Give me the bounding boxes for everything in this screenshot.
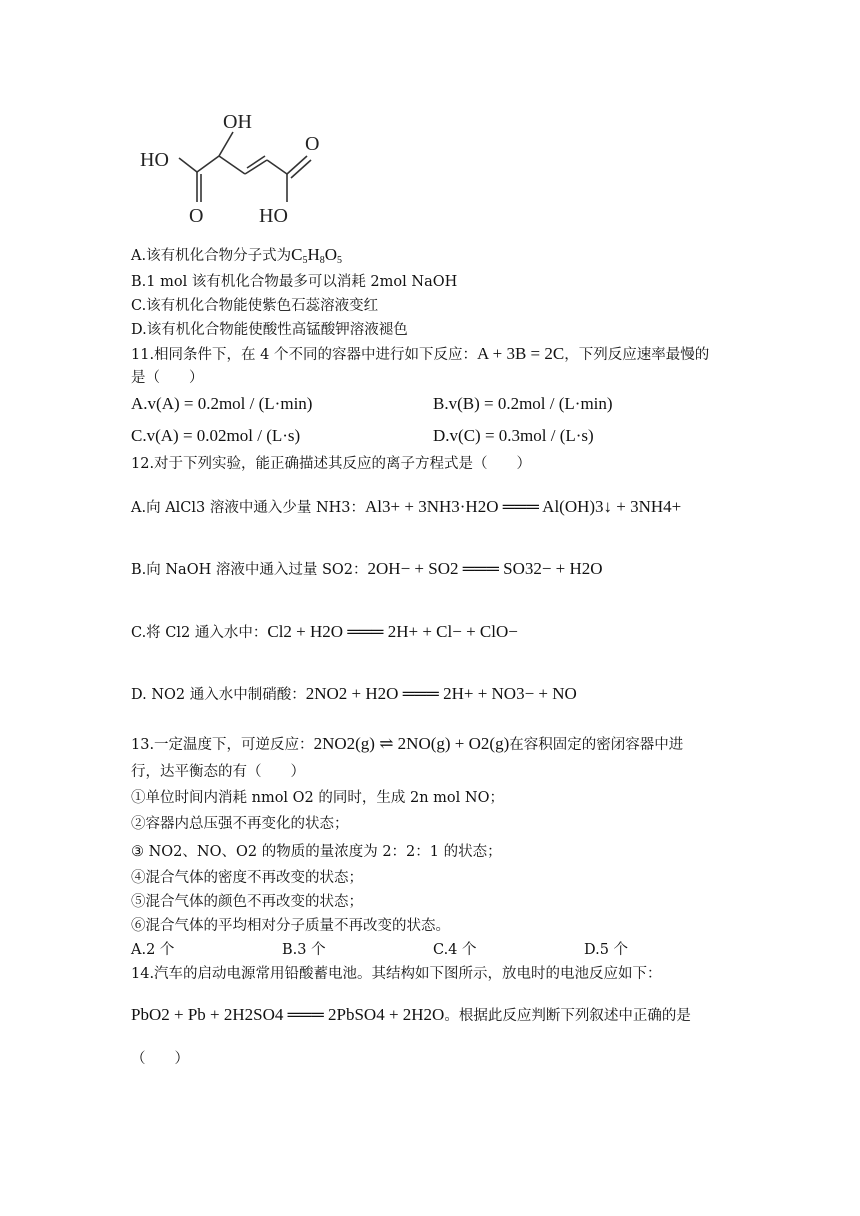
q14-stem-line2: PbO2 + Pb + 2H2SO4 ═══ 2PbSO4 + 2H2O。根据此反应判断下列叙述中正确的是 <box>131 1005 691 1024</box>
q13-option-b: B.3 个 <box>282 942 326 958</box>
q13-option-c: C.4 个 <box>433 942 477 958</box>
q13-item-3: ③ NO2、NO、O2 的物质的量浓度为 2：2：1 的状态； <box>131 844 502 860</box>
q13-option-a: A.2 个 <box>131 942 175 958</box>
structural-formula-diagram <box>135 100 345 230</box>
q13-item-1: ①单位时间内消耗 nmol O2 的同时，生成 2n mol NO； <box>131 790 504 806</box>
ho-right-label: HO <box>259 205 288 227</box>
q11-option-a: A.v(A) = 0.2mol / (L·min) <box>131 394 313 413</box>
q13-item-6: ⑥混合气体的平均相对分子质量不再改变的状态。 <box>131 918 450 934</box>
q11-option-b: B.v(B) = 0.2mol / (L·min) <box>433 394 613 413</box>
q13-item-4: ④混合气体的密度不再改变的状态； <box>131 870 363 886</box>
q11-stem-line2: 是（ ） <box>131 370 204 386</box>
q13-item-2: ②容器内总压强不再变化的状态； <box>131 816 349 832</box>
o-right-label: O <box>305 133 320 155</box>
q14-stem-line1: 14.汽车的启动电源常用铅酸蓄电池。其结构如下图所示，放电时的电池反应如下： <box>131 966 662 982</box>
q11-option-d: D.v(C) = 0.3mol / (L·s) <box>433 426 594 445</box>
q12-option-b: B.向 NaOH 溶液中通入过量 SO2：2OH− + SO2 ═══ SO32− + H2O <box>131 559 603 578</box>
q13-stem-line2: 行，达平衡态的有（ ） <box>131 764 305 780</box>
q10-option-a: A.该有机化合物分子式为$C_5H_8O_5$ <box>131 245 342 266</box>
ho-left-label: HO <box>140 149 169 171</box>
o-left-label: O <box>189 205 204 227</box>
oh-top-label: OH <box>223 111 252 133</box>
q10-option-c: C.该有机化合物能使紫色石蕊溶液变红 <box>131 298 379 314</box>
q13-item-5: ⑤混合气体的颜色不再改变的状态； <box>131 894 363 910</box>
q14-stem-line3: （ ） <box>131 1051 189 1067</box>
q13-option-d: D.5 个 <box>584 942 629 958</box>
q10-option-b: B.1 mol 该有机化合物最多可以消耗 2mol NaOH <box>131 274 458 290</box>
q11-stem-line1: 11.相同条件下，在 4 个不同的容器中进行如下反应：A + 3B = 2C，下列反应速率最慢的 <box>131 344 710 363</box>
q12-option-d: D. NO2 通入水中制硝酸：2NO2 + H2O ═══ 2H+ + NO3− + NO <box>131 684 577 703</box>
q12-option-a: A.向 AlCl3 溶液中通入少量 NH3：Al3+ + 3NH3·H2O ═══ Al(OH)3↓ + 3NH4+ <box>131 497 682 516</box>
q13-stem-line1: 13.一定温度下，可逆反应：2NO2(g) ⇌ 2NO(g) + O2(g)在容积固定的密闭容器中进 <box>131 734 684 753</box>
q12-stem: 12.对于下列实验，能正确描述其反应的离子方程式是（ ） <box>131 456 532 472</box>
q11-option-c: C.v(A) = 0.02mol / (L·s) <box>131 426 301 445</box>
q12-option-c: C.将 Cl2 通入水中：Cl2 + H2O ═══ 2H+ + Cl− + ClO− <box>131 622 518 641</box>
q10-option-d: D.该有机化合物能使酸性高锰酸钾溶液褪色 <box>131 322 408 338</box>
